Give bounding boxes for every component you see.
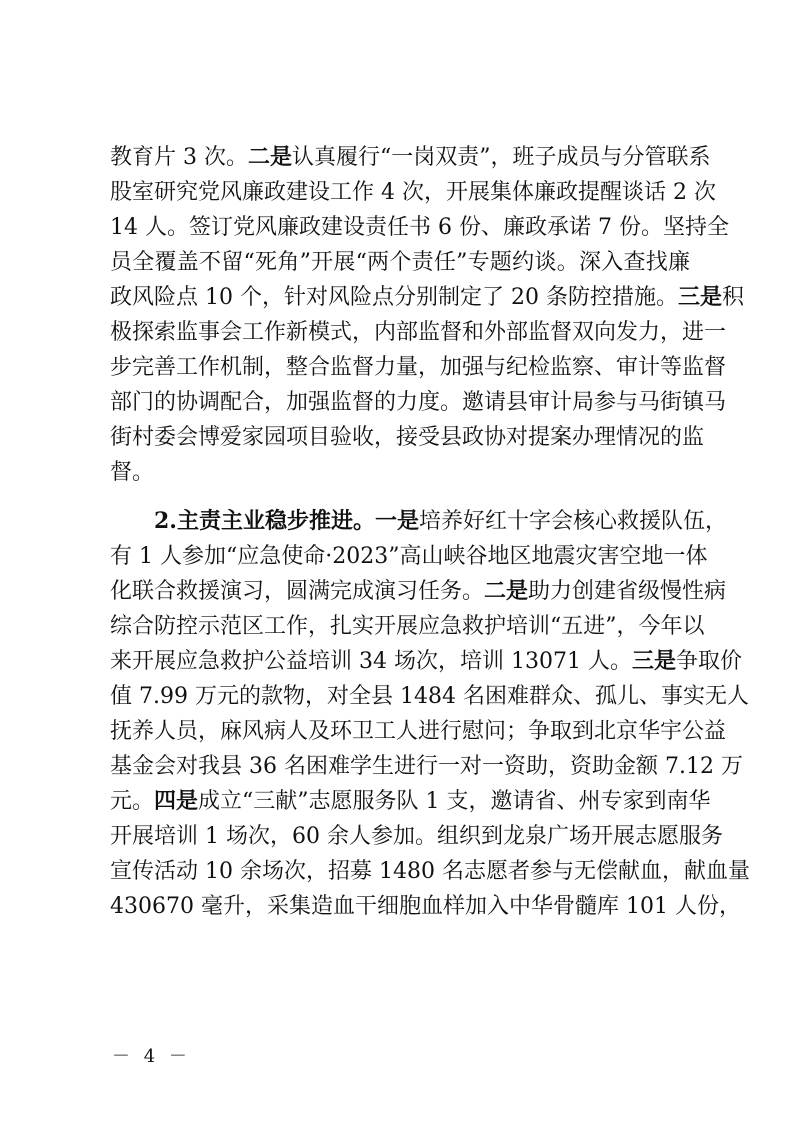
paragraph-2-line-2: 有 1 人参加“应急使命·2023”高山峡谷地区地震灾害空地一体 [110, 544, 708, 569]
paragraph-2-line-11: 宣传活动 10 余场次，招募 1480 名志愿者参与无偿献血，献血量 [110, 859, 750, 884]
document-body [110, 140, 750, 924]
paragraph-2-line-5: 来开展应急救护公益培训 34 场次，培训 13071 人。三是争取价 [110, 648, 742, 674]
paragraph-2-line-1: 2.主责主业稳步推进。一是培养好红十字会核心救援队伍， [154, 508, 727, 534]
paragraph-2-line-6: 值 7.99 万元的款物，对全县 1484 名困难群众、孤儿、事实无人 [110, 684, 749, 709]
lead-phrase: 三是 [631, 648, 676, 674]
paragraph-1-line-1: 教育片 3 次。二是认真履行“一岗双责”，班子成员与分管联系 [110, 144, 711, 170]
paragraph-1-line-3: 14 人。签订党风廉政建设责任书 6 份、廉政承诺 7 份。坚持全 [110, 215, 729, 240]
lead-phrase: 二是 [484, 578, 529, 604]
paragraph-2-line-10: 开展培训 1 场次，60 余人参加。组织到龙泉广场开展志愿服务 [110, 824, 723, 849]
paragraph-1-line-10: 督。 [110, 460, 155, 485]
page-number: － 4 － [112, 1046, 191, 1067]
paragraph-1-line-9: 街村委会博爱家园项目验收，接受县政协对提案办理情况的监 [110, 425, 705, 450]
paragraph-2-line-7: 抚养人员，麻风病人及环卫工人进行慰问；争取到北京华宇公益 [110, 719, 727, 744]
section-heading: 2.主责主业稳步推进。 [154, 508, 375, 534]
paragraph-1-line-2: 股室研究党风廉政建设工作 4 次，开展集体廉政提醒谈话 2 次 [110, 180, 716, 205]
paragraph-2-line-12: 430670 毫升，采集造血干细胞血样加入中华骨髓库 101 人份， [110, 894, 741, 919]
lead-phrase: 二是 [247, 144, 292, 170]
lead-phrase: 一是 [374, 508, 419, 534]
paragraph-1-line-5: 政风险点 10 个，针对风险点分别制定了 20 条防控措施。三是积 [110, 284, 744, 310]
paragraph-2-line-3: 化联合救援演习，圆满完成演习任务。二是助力创建省级慢性病 [110, 578, 727, 604]
paragraph-2-line-4: 综合防控示范区工作，扎实开展应急救护培训“五进”，今年以 [110, 614, 705, 639]
paragraph-2-line-8: 基金会对我县 36 名困难学生进行一对一资助，资助金额 7.12 万 [110, 754, 743, 779]
paragraph-1-line-8: 部门的协调配合，加强监督的力度。邀请县审计局参与马街镇马 [110, 390, 727, 415]
paragraph-1-line-6: 极探索监事会工作新模式，内部监督和外部监督双向发力，进一 [110, 320, 727, 345]
paragraph-1-line-4: 员全覆盖不留“死角”开展“两个责任”专题约谈。深入查找廉 [110, 250, 690, 275]
lead-phrase: 四是 [154, 788, 199, 814]
paragraph-2-line-9: 元。四是成立“三献”志愿服务队 1 支，邀请省、州专家到南华 [110, 788, 711, 814]
paragraph-1-line-7: 步完善工作机制，整合监督力量，加强与纪检监察、审计等监督 [110, 355, 727, 380]
lead-phrase: 三是 [677, 284, 722, 310]
